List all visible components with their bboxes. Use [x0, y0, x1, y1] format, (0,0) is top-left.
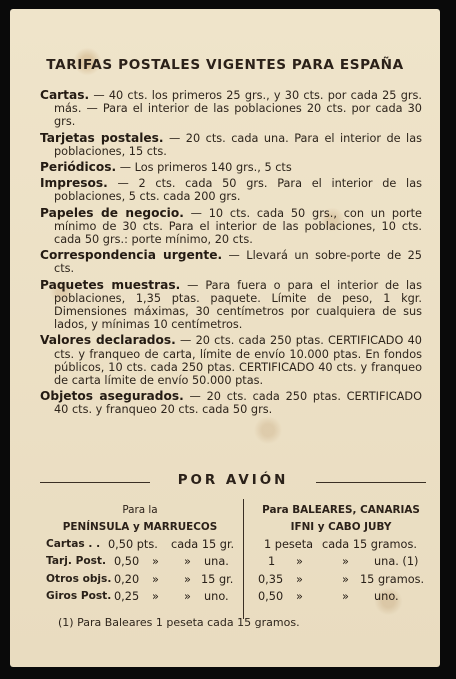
- footnote: (1) Para Baleares 1 peseta cada 15 gramos.: [58, 616, 300, 629]
- tariff-name: Paquetes muestras.: [40, 277, 181, 292]
- table-row: [46, 555, 436, 572]
- tariff-name: Tarjetas postales.: [40, 130, 164, 145]
- tariff-name: Cartas.: [40, 88, 90, 102]
- ditto-mark: »: [342, 572, 349, 586]
- tariff-text: — Los primeros 140 grs., 5 cts: [116, 161, 292, 175]
- tariff-text: — 20 cts. cada 250 ptas. CERTIFICADO 40 cts. y franqueo de carta, límite de envío 10.000 ptas. En fondos públicos, 10 cts. cada 250 ptas. CERTIFICADO 40 cts. y franqueo de carta límite de envío 50.000 ptas.: [54, 334, 422, 388]
- ditto-mark: »: [296, 572, 303, 586]
- tariff-text: — Para fuera o para el interior de las poblaciones, 1,35 ptas. paquete. Límite de peso, 1 kgr. Dimensiones máximas, 30 centímetros por cualquiera de sus lados, y mínimas 10 centímetros.: [54, 278, 422, 332]
- ditto-mark: »: [296, 590, 303, 604]
- right-rate: cada 15 gramos.: [322, 538, 417, 551]
- page-title: TARIFAS POSTALES VIGENTES PARA ESPAÑA: [46, 57, 404, 73]
- right-price: 1 peseta: [264, 538, 314, 551]
- ditto-mark: »: [184, 555, 191, 569]
- air-heading-label: POR AVIÓN: [177, 473, 289, 488]
- right-rate: una. (1): [374, 555, 419, 569]
- table-row: [46, 573, 436, 590]
- left-header-line: PENÍNSULA y MARRUECOS: [62, 521, 218, 533]
- air-section-heading: [40, 474, 426, 488]
- tariff-entry: [40, 249, 422, 275]
- tariff-name: Papeles de negocio.: [40, 205, 184, 220]
- tariff-name: Objetos asegurados.: [40, 389, 184, 404]
- tariff-text: — 20 cts. cada una. Para el interior de las poblaciones, 15 cts.: [54, 131, 422, 158]
- right-price: 1: [268, 555, 276, 569]
- tariff-name: Periódicos.: [40, 160, 117, 175]
- ditto-mark: »: [342, 590, 349, 604]
- ditto-mark: »: [152, 555, 159, 569]
- row-label: Tarj. Post.: [46, 555, 107, 568]
- tariff-text: — Llevará un sobre-porte de 25 cts.: [54, 249, 422, 276]
- left-price: 0,20: [114, 572, 140, 586]
- ditto-mark: »: [152, 572, 159, 586]
- tariff-text: — 2 cts. cada 50 grs. Para el interior de las poblaciones, 5 cts. cada 200 grs.: [54, 177, 422, 204]
- right-header-line: Para BALEARES, CANARIAS: [262, 504, 420, 516]
- ditto-mark: »: [342, 555, 349, 569]
- tariff-entry: [40, 161, 422, 174]
- left-rate: cada 15 gr.: [171, 538, 235, 551]
- left-column-header: [50, 502, 230, 536]
- tariff-entry: [40, 132, 422, 158]
- tariff-text: — 40 cts. los primeros 25 grs., y 30 cts. por cada 25 grs. más. — Para el interior de las poblaciones 20 cts. por cada 30 grs.: [54, 89, 422, 129]
- row-label: Otros objs.: [46, 572, 112, 585]
- tariff-name: Impresos.: [40, 176, 108, 191]
- ditto-mark: »: [152, 590, 159, 604]
- right-header-line: IFNI y CABO JUBY: [290, 521, 392, 533]
- left-rate: 15 gr.: [201, 572, 234, 586]
- left-rate: una.: [204, 555, 229, 569]
- right-column-header: [246, 502, 436, 536]
- ditto-mark: »: [296, 555, 303, 569]
- postal-rates-card: [10, 9, 440, 667]
- ditto-mark: »: [184, 590, 191, 604]
- row-label: Cartas . .: [46, 538, 101, 550]
- left-header-line: Para la: [122, 504, 158, 516]
- right-price: 0,35: [258, 572, 284, 586]
- tariff-entry: [40, 390, 422, 416]
- tariff-name: Correspondencia urgente.: [40, 248, 223, 263]
- left-price: 0,25: [114, 590, 140, 604]
- table-row: [46, 538, 436, 555]
- table-row: [46, 590, 436, 607]
- tariff-entry: [40, 89, 422, 129]
- tariff-text: — 20 cts. cada 250 ptas. CERTIFICADO 40 cts. y franqueo 20 cts. cada 50 grs.: [54, 390, 422, 417]
- tariff-name: Valores declarados.: [40, 333, 176, 348]
- row-label: Giros Post.: [46, 590, 112, 603]
- left-price: 0,50: [114, 555, 140, 569]
- tariff-entry: [40, 279, 422, 332]
- tariff-text: — 10 cts. cada 50 grs., con un porte mínimo de 30 cts. Para el interior de las poblaciones, 10 cts. cada 50 grs.: porte mínimo, 20 cts.: [54, 206, 423, 247]
- air-rates-table: [46, 538, 436, 608]
- tariff-entry: [40, 207, 422, 247]
- right-rate: uno.: [374, 590, 399, 604]
- tariff-list: [40, 89, 422, 417]
- right-price: 0,50: [258, 590, 284, 604]
- tariff-entry: [40, 334, 422, 387]
- right-rate: 15 gramos.: [360, 572, 425, 586]
- left-price: 0,50 pts.: [108, 538, 158, 551]
- tariff-entry: [40, 177, 422, 203]
- ditto-mark: »: [184, 572, 191, 586]
- left-rate: uno.: [204, 590, 229, 604]
